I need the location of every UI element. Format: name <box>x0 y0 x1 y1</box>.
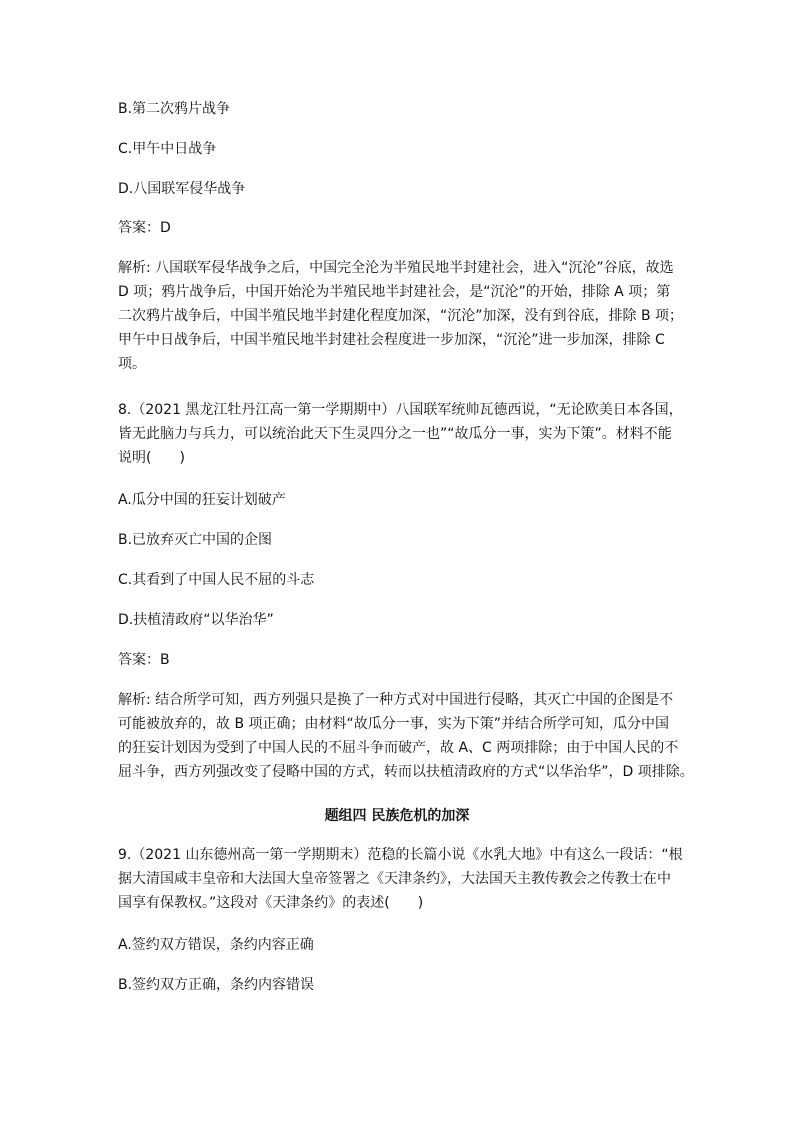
q7-answer: 答案：D <box>118 220 171 236</box>
q9-stem <box>118 843 683 915</box>
q8-stem <box>118 398 683 470</box>
q8-analysis-line: 可能被放弃的，故 B 项正确；由材料“故瓜分一事，实为下策”并结合所学可知，瓜分中国 <box>118 716 670 732</box>
q7-analysis-line: 二次鸦片战争后，中国半殖民地半封建化程度加深，“沉沦”加深，没有到谷底，排除 B 项； <box>118 308 684 324</box>
q8-option-d: D.扶植清政府“以华治华” <box>118 612 274 628</box>
q8-analysis-line: 的狂妄计划因为受到了中国人民的不屈斗争而破产，故 A、C 两项排除；由于中国人民的不 <box>118 740 679 756</box>
q7-analysis-line: 项。 <box>118 356 146 372</box>
q9-option-a: A.签约双方错误，条约内容正确 <box>118 937 314 953</box>
q8-analysis <box>118 688 694 784</box>
q8-analysis-line: 解析: 结合所学可知，西方列强只是换了一种方式对中国进行侵略，其灭亡中国的企图是不 <box>118 692 674 708</box>
q8-stem-line: 说明( ) <box>118 450 185 466</box>
q7-option-d: D.八国联军侵华战争 <box>118 181 246 197</box>
q8-option-a: A.瓜分中国的狂妄计划破产 <box>118 492 286 508</box>
q9-stem-line: 9.（2021 山东德州高一第一学期期末）范稳的长篇小说《水乳大地》中有这么一段话：“根 <box>118 847 683 863</box>
q7-analysis-line: 解析: 八国联军侵华战争之后，中国完全沦为半殖民地半封建社会，进入“沉沦”谷底，故选 <box>118 260 674 276</box>
q7-analysis <box>118 256 684 376</box>
q8-analysis-line: 屈斗争，西方列强改变了侵略中国的方式，转而以扶植清政府的方式“以华治华”，D 项排除。 <box>118 764 694 780</box>
q8-option-c: C.其看到了中国人民不屈的斗志 <box>118 572 315 588</box>
q7-option-c: C.甲午中日战争 <box>118 141 217 157</box>
q8-stem-line: 皆无此脑力与兵力，可以统治此天下生灵四分之一也”“故瓜分一事，实为下策”。材料不能 <box>118 426 672 442</box>
q8-stem-line: 8.（2021 黑龙江牡丹江高一第一学期期中）八国联军统帅瓦德西说，“无论欧美日本各国， <box>118 402 683 418</box>
q9-option-b: B.签约双方正确，条约内容错误 <box>118 977 315 993</box>
q8-answer: 答案：B <box>118 652 170 668</box>
group-title: 题组四 民族危机的加深 <box>324 808 470 824</box>
q7-analysis-line: D 项；鸦片战争后，中国开始沦为半殖民地半封建社会，是“沉沦”的开始，排除 A 项；第 <box>118 284 671 300</box>
q9-stem-line: 国享有保教权。”这段对《天津条约》的表述( ) <box>118 895 424 911</box>
q7-analysis-line: 甲午中日战争后，中国半殖民地半封建社会程度进一步加深，“沉沦”进一步加深，排除 C <box>118 332 665 348</box>
q7-option-b: B.第二次鸦片战争 <box>118 101 231 117</box>
q8-option-b: B.已放弃灭亡中国的企图 <box>118 532 273 548</box>
q9-stem-line: 据大清国咸丰皇帝和大法国大皇帝签署之《天津条约》，大法国天主教传教会之传教士在中 <box>118 871 671 887</box>
